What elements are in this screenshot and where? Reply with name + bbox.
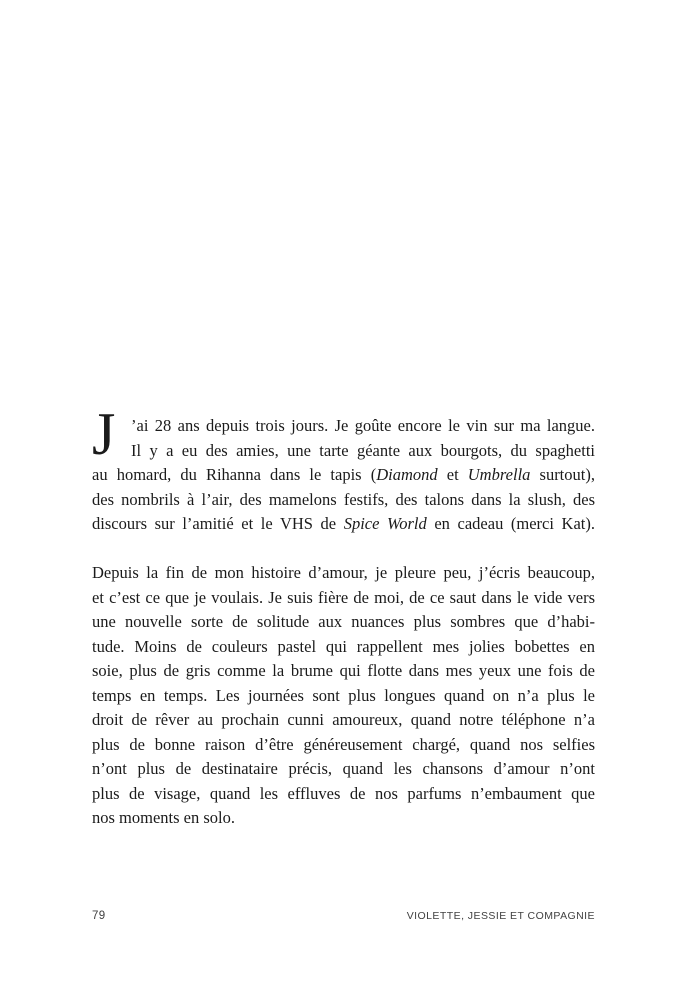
text-line: droit de rêver au prochain cunni amoureux, quand notre téléphone n’a	[92, 710, 595, 729]
page-footer	[92, 910, 595, 922]
body-text	[92, 401, 595, 831]
text-line: des nombrils à l’air, des mamelons festifs, des talons dans la slush, des	[92, 489, 595, 509]
text-line: discours sur l’amitié et le VHS de Spice World en cadeau (merci Kat).	[92, 514, 595, 533]
paragraph	[92, 561, 595, 831]
text-line: temps en temps. Les journées sont plus longues quand on n’a plus le	[92, 685, 595, 705]
text-line: n’ont plus de destinataire précis, quand les chansons d’amour n’ont	[92, 759, 595, 778]
page-number: 79	[92, 910, 106, 922]
paragraph	[92, 401, 595, 537]
text-line: tude. Moins de couleurs pastel qui rappellent mes jolies bobettes en	[92, 636, 595, 656]
text-line: au homard, du Rihanna dans le tapis (Diamond et Umbrella surtout),	[92, 465, 595, 484]
text-line: plus de visage, quand les effluves de nos parfums n’embaument que	[92, 783, 595, 803]
text-line: ’ai 28 ans depuis trois jours. Je goûte encore le vin sur ma langue.	[131, 416, 595, 435]
text-line: plus de bonne raison d’être généreusement chargé, quand nos selfies	[92, 734, 595, 754]
text-line: nos moments en solo.	[92, 808, 235, 827]
text-line: Depuis la fin de mon histoire d’amour, je pleure peu, j’écris beaucoup,	[92, 563, 595, 582]
text-line: une nouvelle sorte de solitude aux nuances plus sombres que d’habi-	[92, 612, 595, 631]
running-head: VIOLETTE, JESSIE ET COMPAGNIE	[406, 910, 595, 922]
text-line: soie, plus de gris comme la brume qui flotte dans mes yeux une fois de	[92, 661, 595, 680]
text-line: Il y a eu des amies, une tarte géante aux bourgots, du spaghetti	[131, 440, 595, 460]
text-line: et c’est ce que je voulais. Je suis fière de moi, de ce saut dans le vide vers	[92, 587, 595, 607]
drop-cap: J	[92, 401, 116, 467]
